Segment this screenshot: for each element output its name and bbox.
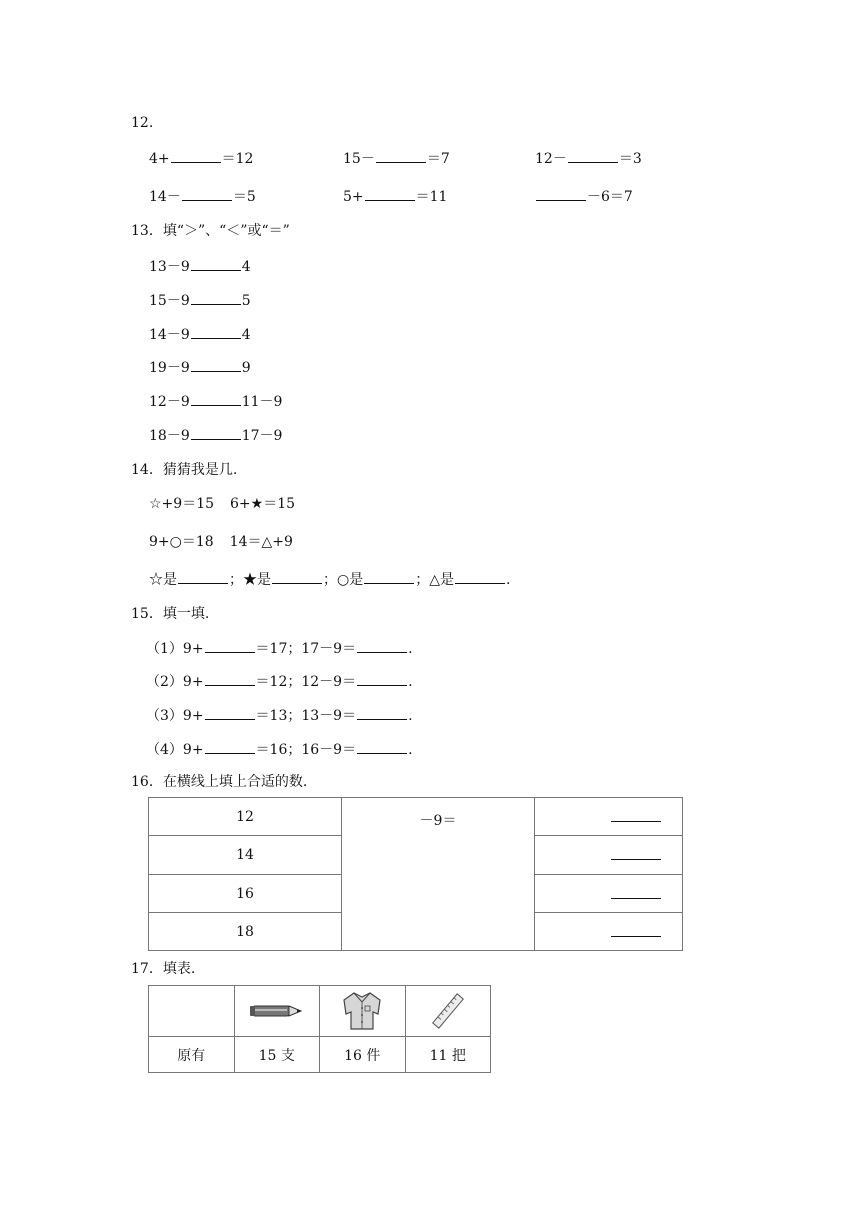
q13-item-4: 19－9 9 <box>149 360 251 376</box>
answer-blank[interactable] <box>272 570 322 584</box>
q16-number-cell: 16 <box>149 875 342 913</box>
answer-blank[interactable] <box>191 291 241 305</box>
q16-operation-cell: －9＝ <box>342 798 535 951</box>
answer-blank[interactable] <box>191 257 241 271</box>
answer-blank[interactable] <box>357 740 407 754</box>
answer-blank[interactable] <box>376 149 426 163</box>
answer-blank[interactable] <box>205 740 255 754</box>
q12-item-3: 12－ ＝3 <box>535 151 642 167</box>
answer-blank[interactable] <box>178 570 228 584</box>
answer-blank[interactable] <box>205 706 255 720</box>
q13-item-5: 12－9 11－9 <box>149 394 283 410</box>
answer-blank[interactable] <box>611 846 661 860</box>
answer-blank[interactable] <box>611 808 661 822</box>
q12-item-6: －6＝7 <box>535 187 633 206</box>
answer-blank[interactable] <box>611 885 661 899</box>
q14-equation-1: ☆+9＝15 6+★＝15 <box>149 496 296 512</box>
q17-title: 17．填表. <box>131 961 196 977</box>
shirt-icon <box>340 990 384 1032</box>
answer-blank[interactable] <box>611 923 661 937</box>
answer-blank[interactable] <box>205 672 255 686</box>
answer-blank[interactable] <box>455 570 505 584</box>
q16-title: 16．在横线上填上合适的数. <box>131 774 308 790</box>
q12-item-4: 14－ ＝5 <box>149 189 256 205</box>
answer-blank[interactable] <box>171 149 221 163</box>
q16-number-cell: 18 <box>149 913 342 951</box>
q12-item-5: 5+ ＝11 <box>343 189 448 205</box>
q16-answer-cell <box>535 913 683 951</box>
pencil-icon <box>249 1001 305 1021</box>
q14-equation-2: 9+○＝18 14＝△+9 <box>149 534 293 550</box>
q15-title: 15．填一填. <box>131 606 210 622</box>
answer-blank[interactable] <box>191 358 241 372</box>
q16-answer-cell <box>535 798 683 836</box>
answer-blank[interactable] <box>357 639 407 653</box>
q15-item-2: （2）9+ ＝12；12－9＝ . <box>146 674 413 690</box>
q16-answer-cell <box>535 836 683 875</box>
answer-blank[interactable] <box>205 639 255 653</box>
answer-blank[interactable] <box>568 149 618 163</box>
q17-value-cell: 11 把 <box>405 1037 491 1073</box>
q15-item-3: （3）9+ ＝13；13－9＝ . <box>146 708 413 724</box>
q15-item-4: （4）9+ ＝16；16－9＝ . <box>146 742 413 758</box>
q17-row-label: 原有 <box>149 1037 235 1073</box>
answer-blank[interactable] <box>191 426 241 440</box>
q12-item-2: 15－ ＝7 <box>343 151 450 167</box>
q12-item-1: 4+ ＝12 <box>149 151 254 167</box>
answer-blank[interactable] <box>365 187 415 201</box>
q17-ruler-cell <box>405 986 491 1037</box>
answer-blank[interactable] <box>191 392 241 406</box>
q17-value-cell: 15 支 <box>234 1037 320 1073</box>
ruler-icon <box>432 991 464 1031</box>
q14-answers: ☆是 ；★是 ；○是 ；△是 . <box>149 572 511 588</box>
q17-pencil-cell <box>234 986 320 1037</box>
answer-blank[interactable] <box>364 570 414 584</box>
answer-blank[interactable] <box>182 187 232 201</box>
answer-blank[interactable] <box>536 187 586 201</box>
q17-shirt-cell <box>320 986 406 1037</box>
q13-item-6: 18－9 17－9 <box>149 428 283 444</box>
q13-item-3: 14－9 4 <box>149 327 251 343</box>
q16-number-cell: 12 <box>149 798 342 836</box>
q13-title: 13．填“＞”、“＜”或“＝” <box>131 223 290 239</box>
q16-answer-cell <box>535 875 683 913</box>
answer-blank[interactable] <box>357 672 407 686</box>
q16-number-cell: 14 <box>149 836 342 875</box>
answer-blank[interactable] <box>191 325 241 339</box>
q12-number: 12. <box>131 115 154 131</box>
q13-item-2: 15－9 5 <box>149 293 251 309</box>
q15-item-1: （1）9+ ＝17；17－9＝ . <box>146 641 413 657</box>
q14-title: 14．猜猜我是几. <box>131 462 238 478</box>
q13-item-1: 13－9 4 <box>149 259 251 275</box>
q17-header-empty-cell <box>149 986 235 1037</box>
q17-value-cell: 16 件 <box>320 1037 406 1073</box>
answer-blank[interactable] <box>357 706 407 720</box>
q16-table <box>148 797 683 951</box>
q17-table <box>148 985 491 1073</box>
